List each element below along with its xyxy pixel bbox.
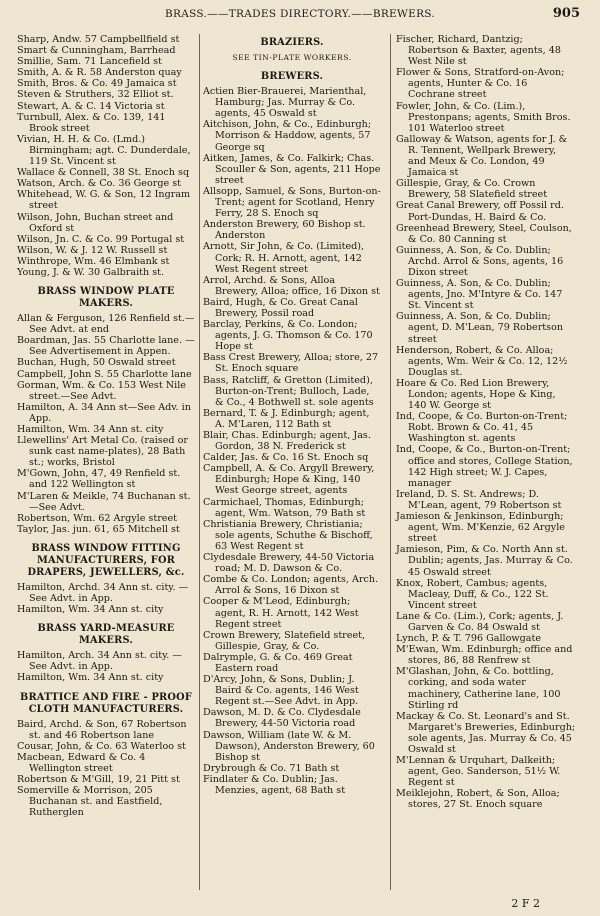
directory-entry: Ind, Coope, & Co. Burton-on-Trent; Robt. Brown & Co. 41, 45 Washington st. agents <box>396 411 568 445</box>
directory-entry: Guinness, A. Son, & Co. Dublin; agents, Jno. M'Intyre & Co. 147 St. Vincent st <box>396 278 563 312</box>
directory-entry: Meiklejohn, Robert, & Son, Alloa; stores, 27 St. Enoch square <box>396 788 560 811</box>
directory-entry: Campbell, A. & Co. Argyll Brewery, Edinburgh; Hope & King, 140 West George street, agents <box>203 463 375 497</box>
directory-entry: Great Canal Brewery, off Possil rd. Port-Dundas, H. Baird & Co. <box>396 200 564 223</box>
page-number: 905 <box>552 6 580 21</box>
directory-entry: Galloway & Watson, agents for J. & R. Tennent, Wellpark Brewery, and Meux & Co. London, 49 Jamaica st <box>396 133 568 179</box>
directory-entry: Smith, Bros. & Co. 49 Jamaica st <box>17 78 177 90</box>
directory-entry: Watson, Arch. & Co. 36 George st <box>17 178 181 190</box>
column-right <box>396 34 576 811</box>
directory-entry: Stewart, A. & C. 14 Victoria st <box>17 100 165 112</box>
directory-entry: Wilson, John, Buchan street and Oxford st <box>17 211 174 234</box>
directory-entry: M'Laren & Meikle, 74 Buchanan st. —See Advt. <box>17 490 191 513</box>
directory-entry: Clydesdale Brewery, 44-50 Victoria road; M. D. Dawson & Co. <box>203 552 375 575</box>
directory-entry: Hoare & Co. Red Lion Brewery, London; agents, Hope & King, 140 W. George st <box>396 377 556 412</box>
section-heading: BRASS YARD-MEASURE MAKERS. <box>37 623 175 647</box>
directory-entry: Hamilton, Wm. 34 Ann st. city <box>17 604 164 616</box>
directory-entry: Gillespie, Gray, & Co. Crown Brewery, 58 Slatefield street <box>396 178 548 201</box>
directory-entry: Lane & Co. (Lim.), Cork; agents, J. Garven & Co. 84 Oswald st <box>396 610 564 633</box>
directory-entry: Turnbull, Alex. & Co. 139, 141 Brook street <box>17 111 166 134</box>
directory-entry: Bass Crest Brewery, Alloa; store, 27 St. Enoch square <box>203 352 379 375</box>
directory-entry: Smillie, Sam. 71 Lancefield st <box>17 56 162 68</box>
directory-entry: Sharp, Andw. 57 Campbellfield st <box>17 34 180 45</box>
directory-entry: Hamilton, Wm. 34 Ann st. city <box>17 672 164 684</box>
section-heading: BRASS WINDOW FITTING MANUFACTURERS, FOR DRAPERS, JEWELLERS, &c. <box>27 542 185 578</box>
section-heading: BRAZIERS. <box>260 37 324 48</box>
running-title: BRASS.——TRADES DIRECTORY.——BREWERS. <box>164 8 436 20</box>
directory-entry: Baird, Hugh, & Co. Great Canal Brewery, Possil road <box>203 296 358 319</box>
cross-reference: SEE TIN-PLATE WORKERS. <box>232 53 352 62</box>
section-heading: BREWERS. <box>260 71 324 83</box>
directory-entry: Allsopp, Samuel, & Sons, Burton-on-Trent; agent for Scotland, Henry Ferry, 28 S. Enoch sq <box>203 185 381 220</box>
directory-entry: Henderson, Robert, & Co. Alloa; agents, Wm. Weir & Co. 12, 12½ Douglas st. <box>396 344 568 378</box>
directory-entry: Gorman, Wm. & Co. 153 West Nile street.—See Advt. <box>17 379 186 402</box>
section-heading: BRASS WINDOW PLATE MAKERS. <box>37 286 175 310</box>
directory-entry: Knox, Robert, Cambus; agents, Macleay, Duff, & Co., 122 St. Vincent street <box>396 577 549 611</box>
directory-entry: Boardman, Jas. 55 Charlotte lane. —See Advertisement in Appen. <box>17 335 195 358</box>
directory-entry: Macbean, Edward & Co. 4 Wellington street <box>17 751 146 774</box>
directory-entry: Aitken, James, & Co. Falkirk; Chas. Scouller & Son, agents, 211 Hope street <box>203 152 381 186</box>
directory-entry: Dawson, M. D. & Co. Clydesdale Brewery, 44-50 Victoria road <box>203 707 361 730</box>
directory-entry: Winthrope, Wm. 46 Elmbank st <box>17 255 170 267</box>
directory-entry: Bass, Ratcliff, & Gretton (Limited), Burton-on-Trent; Bulloch, Lade, & Co., 4 Bothwell st. sole agents <box>203 374 374 408</box>
directory-entry: Dalrymple, G. & Co. 469 Great Eastern road <box>203 651 353 674</box>
directory-entry: Ind, Coope, & Co., Burton-on-Trent; office and stores, College Station, 142 High street; W. J. Capes, manager <box>396 444 573 489</box>
directory-entry: Ireland, D. S. St. Andrews; D. M'Lean, agent, 79 Robertson st <box>396 488 562 511</box>
directory-entry: Buchan, Hugh, 50 Oswald street <box>17 357 176 369</box>
directory-entry: Campbell, John S. 55 Charlotte lane <box>17 368 192 380</box>
directory-entry: Flower & Sons, Stratford-on-Avon; agents, Hunter & Co. 16 Cochrane street <box>396 67 565 101</box>
directory-entry: Wilson, Jn. C. & Co. 99 Portugal st <box>17 233 185 245</box>
column-divider <box>199 34 200 890</box>
directory-entry: Actien Bier-Brauerei, Marienthal, Hamburg; Jas. Murray & Co. agents, 45 Oswald st <box>203 86 367 120</box>
page-header <box>0 6 600 26</box>
directory-entry: Smith, A. & R. 58 Anderston quay <box>17 67 182 79</box>
directory-entry: Findlater & Co. Dublin; Jas. Menzies, agent, 68 Bath st <box>203 773 346 796</box>
directory-entry: Guinness, A. Son, & Co. Dublin; Archd. Arrol & Sons, agents, 16 Dixon street <box>396 244 564 278</box>
directory-entry: Calder, Jas. & Co. 16 St. Enoch sq <box>203 452 369 464</box>
directory-entry: Allan & Ferguson, 126 Renfield st.—See Advt. at end <box>17 313 195 336</box>
directory-entry: Dawson, William (late W. & M. Dawson), Anderston Brewery, 60 Bishop st <box>203 729 375 763</box>
directory-entry: Aitchison, John, & Co., Edinburgh; Morrison & Haddow, agents, 57 George sq <box>203 119 372 153</box>
directory-entry: Bernard, T. & J. Edinburgh; agent, A. M'Laren, 112 Bath st <box>203 407 370 430</box>
directory-entry: Hamilton, Archd. 34 Ann st. city. —See Advt. in App. <box>17 581 189 605</box>
directory-entry: Mackay & Co. St. Leonard's and St. Margaret's Breweries, Edinburgh; sole agents, Jas. Murray & Co. 45 Oswald st <box>396 710 576 755</box>
directory-entry: M'Lennan & Urquhart, Dalkeith; agent, Geo. Sanderson, 51½ W. Regent st <box>396 755 561 789</box>
directory-entry: Wallace & Connell, 38 St. Enoch sq <box>17 167 190 179</box>
directory-entry: Steven & Struthers, 32 Elliot st. <box>17 89 174 101</box>
directory-entry: Young, J. & W. 30 Galbraith st. <box>17 266 165 278</box>
signature-mark: 2 F 2 <box>511 897 540 910</box>
directory-entry: Fowler, John, & Co. (Lim.), Prestonpans; agents, Smith Bros. 101 Waterloo street <box>396 100 571 134</box>
directory-entry: Arrol, Archd. & Sons, Alloa Brewery, Alloa; office, 16 Dixon st <box>203 274 380 297</box>
directory-entry: Cooper & M'Leod, Edinburgh; agent, R. H. Arnott, 142 West Regent street <box>203 596 359 630</box>
directory-entry: Fischer, Richard, Dantzig; Robertson & Baxter, agents, 48 West Nile st <box>396 34 561 68</box>
directory-entry: Guinness, A. Son, & Co. Dublin; agent, D. M'Lean, 79 Robertson street <box>396 311 564 345</box>
directory-entry: Whitehead, W. G. & Son, 12 Ingram street <box>17 189 191 212</box>
directory-entry: Hamilton, Arch. 34 Ann st. city. —See Advt. in App. <box>17 650 182 673</box>
directory-entry: M'Glashan, John, & Co. bottling, corking, and soda water machinery, Catherine lane, 100 Stirling rd <box>396 666 561 711</box>
directory-entry: Carmichael, Thomas, Edinburgh; agent, Wm. Watson, 79 Bath st <box>203 496 366 519</box>
directory-entry: Vivian, H. H. & Co. (Lmd.) Birmingham; agt. C. Dunderdale, 119 St. Vincent st <box>17 133 191 168</box>
directory-entry: Lynch, P. & T. 796 Gallowgate <box>396 633 542 645</box>
column-divider <box>390 34 391 890</box>
directory-entry: D'Arcy, John, & Sons, Dublin; J. Baird & Co. agents, 146 West Regent st.—See Advt. in App. <box>203 674 359 708</box>
directory-entry: Robertson & M'Gill, 19, 21 Pitt st <box>17 773 180 785</box>
directory-entry: Wilson, W. & J. 12 W. Russell st <box>17 244 168 256</box>
section-heading: BRATTICE AND FIRE - PROOF CLOTH MANUFACTURERS. <box>19 691 192 715</box>
column-left <box>17 34 195 818</box>
directory-entry: Barclay, Perkins, & Co. London; agents, J. G. Thomson & Co. 170 Hope st <box>203 319 373 353</box>
directory-entry: Robertson, Wm. 62 Argyle street <box>17 512 177 524</box>
directory-entry: M'Gown, John, 47, 49 Renfield st. and 122 Wellington st <box>17 468 181 491</box>
directory-entry: Drybrough & Co. 71 Bath st <box>203 762 340 774</box>
directory-entry: Hamilton, A. 34 Ann st—See Adv. in App. <box>17 401 191 424</box>
directory-entry: Cousar, John, & Co. 63 Waterloo st <box>17 740 186 752</box>
directory-entry: Hamilton, Wm. 34 Ann st. city <box>17 424 164 435</box>
directory-entry: Llewellins' Art Metal Co. (raised or sunk cast name-plates), 28 Bath st.; works, Bristol <box>17 435 188 469</box>
directory-entry: Arnott, Sir John, & Co. (Limited), Cork; R. H. Arnott, agent, 142 West Regent street <box>203 241 365 275</box>
directory-entry: Christiania Brewery, Christiania; sole agents, Schuthe & Bischoff, 63 West Regent st <box>203 518 373 552</box>
directory-entry: Smart & Cunningham, Barrhead <box>17 45 176 57</box>
directory-entry: Greenhead Brewery, Steel, Coulson, & Co. 80 Canning st <box>396 222 572 245</box>
directory-entry: Crown Brewery, Slatefield street, Gillespie, Gray, & Co. <box>203 629 366 652</box>
directory-entry: Somerville & Morrison, 205 Buchanan st. and Eastfield, Rutherglen <box>17 785 163 819</box>
directory-entry: Combe & Co. London; agents, Arch. Arrol & Sons, 16 Dixon st <box>203 574 379 597</box>
directory-entry: Jamieson, Pim, & Co. North Ann st. Dublin; agents, Jas. Murray & Co. 45 Oswald street <box>396 544 573 578</box>
directory-entry: Jamieson & Jenkinson, Edinburgh; agent, Wm. M'Kenzie, 62 Argyle street <box>396 511 565 545</box>
directory-entry: M'Ewan, Wm. Edinburgh; office and stores, 86, 88 Renfrew st <box>396 644 573 667</box>
directory-entry: Taylor, Jas. jun. 61, 65 Mitchell st <box>17 523 180 535</box>
directory-entry: Blair, Chas. Edinburgh; agent, Jas. Gordon, 38 N. Frederick st <box>203 430 371 453</box>
directory-entry: Baird, Archd. & Son, 67 Robertson st. and 46 Robertson lane <box>17 718 187 741</box>
directory-entry: Anderston Brewery, 60 Bishop st. Anderston <box>203 219 366 242</box>
column-middle <box>203 34 381 796</box>
